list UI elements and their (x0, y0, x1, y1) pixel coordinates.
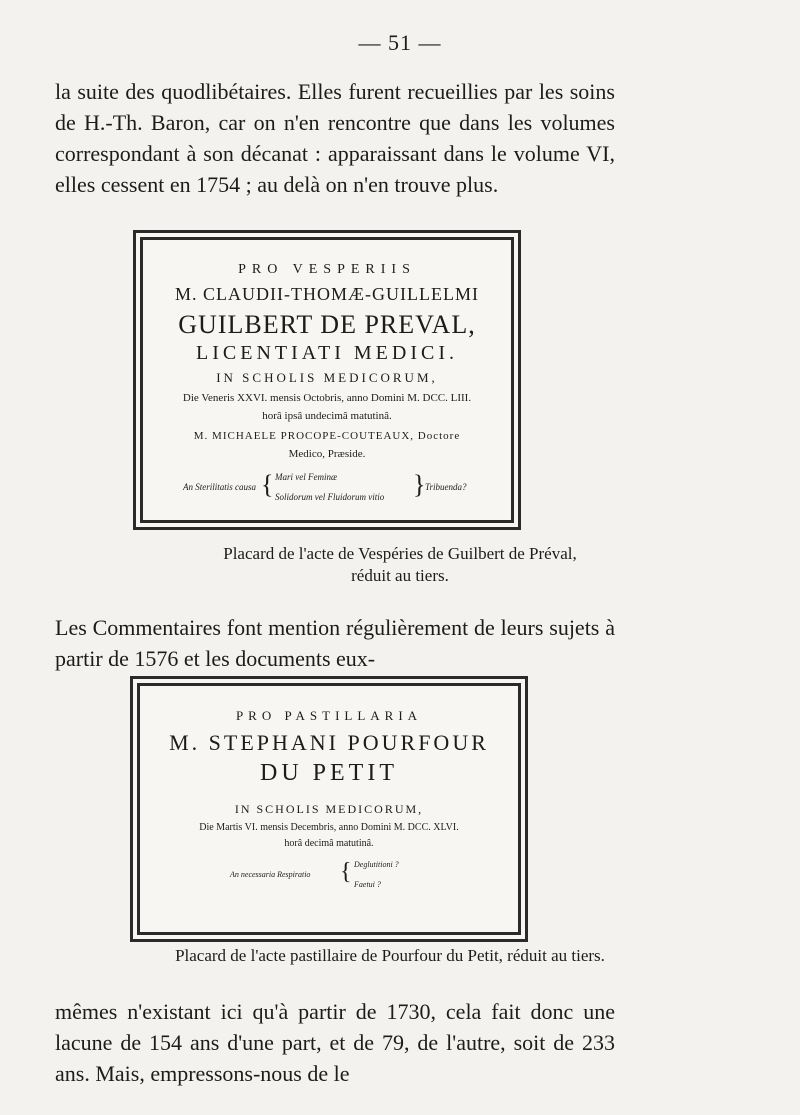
caption-placard1 (0, 543, 800, 587)
placard1-line7: horâ ipsâ undecimâ matutinâ. (262, 410, 392, 422)
placard1-thesis-end: Tribuenda? (425, 482, 467, 492)
brace-glyph: { (340, 859, 352, 885)
placard1-line8: M. MICHAELE PROCOPE-COUTEAUX, Doctore (193, 430, 461, 442)
placard1-line6: Die Veneris XXVI. mensis Octobris, anno Domini M. DCC. LIII. (182, 392, 472, 404)
page-number: — 51 — (358, 30, 442, 55)
paragraph-middle: Les Commentaires font mention régulièrement de leurs sujets à partir de 1576 et les documents eux- (55, 615, 615, 671)
placard1-line3: GUILBERT DE PREVAL, (178, 310, 476, 339)
placard1-line9: Medico, Præside. (288, 448, 366, 460)
brace-glyph: { (261, 470, 274, 499)
placard2-line5: Die Martis VI. mensis Decembris, anno Domini M. DCC. XLVI. (199, 822, 459, 833)
placard2-line6: horâ decimâ matutinâ. (284, 838, 374, 849)
placard1-line4: LICENTIATI MEDICI. (196, 342, 458, 364)
placard-pastillaire (130, 676, 528, 942)
caption1-line2: réduit au tiers. (351, 566, 449, 585)
placard2-thesis-option1: Deglutitioni ? (354, 860, 399, 869)
placard1-thesis (163, 468, 493, 508)
brace-glyph: } (413, 470, 426, 499)
placard1-line2: M. CLAUDII-THOMÆ-GUILLELMI (175, 284, 479, 304)
placard1-line5: IN SCHOLIS MEDICORUM, (216, 370, 438, 385)
paragraph-bottom: mêmes n'existant ici qu'à partir de 1730, cela fait donc une lacune de 154 ans d'une part, et de 79, de l'autre, soit de 233 ans. Mais, empressons-nous de le (55, 999, 615, 1086)
placard1-thesis-lead: An Sterilitatis causa (183, 482, 256, 492)
caption-placard2: Placard de l'acte pastillaire de Pourfour du Petit, réduit au tiers. (175, 946, 605, 965)
placard2-line2: M. STEPHANI POURFOUR (169, 730, 489, 755)
placard2-line1: PRO PASTILLARIA (235, 708, 423, 723)
placard1-thesis-option1: Mari vel Feminæ (275, 472, 337, 482)
placard1-line1: PRO VESPERIIS (238, 262, 416, 277)
caption1-line1: Placard de l'acte de Vespéries de Guilbert de Préval, (223, 544, 577, 563)
placard2-line3: DU PETIT (260, 760, 398, 786)
placard2-line4: IN SCHOLIS MEDICORUM, (234, 802, 424, 816)
placard-vesperies (133, 230, 521, 530)
placard2-thesis (190, 858, 490, 898)
placard2-thesis-option2: Faetui ? (354, 880, 381, 889)
paragraph-top: la suite des quodlibétaires. Elles furent recueillies par les soins de H.-Th. Baron, car on n'en rencontre que dans les volumes correspondant à son décanat : apparaissant dans le volume VI, elles cessent en 1754 ; au delà on n'en trouve plus. (55, 79, 615, 197)
placard2-thesis-lead: An necessaria Respiratio (230, 870, 311, 879)
placard1-thesis-option2: Solidorum vel Fluidorum vitio (275, 492, 385, 502)
